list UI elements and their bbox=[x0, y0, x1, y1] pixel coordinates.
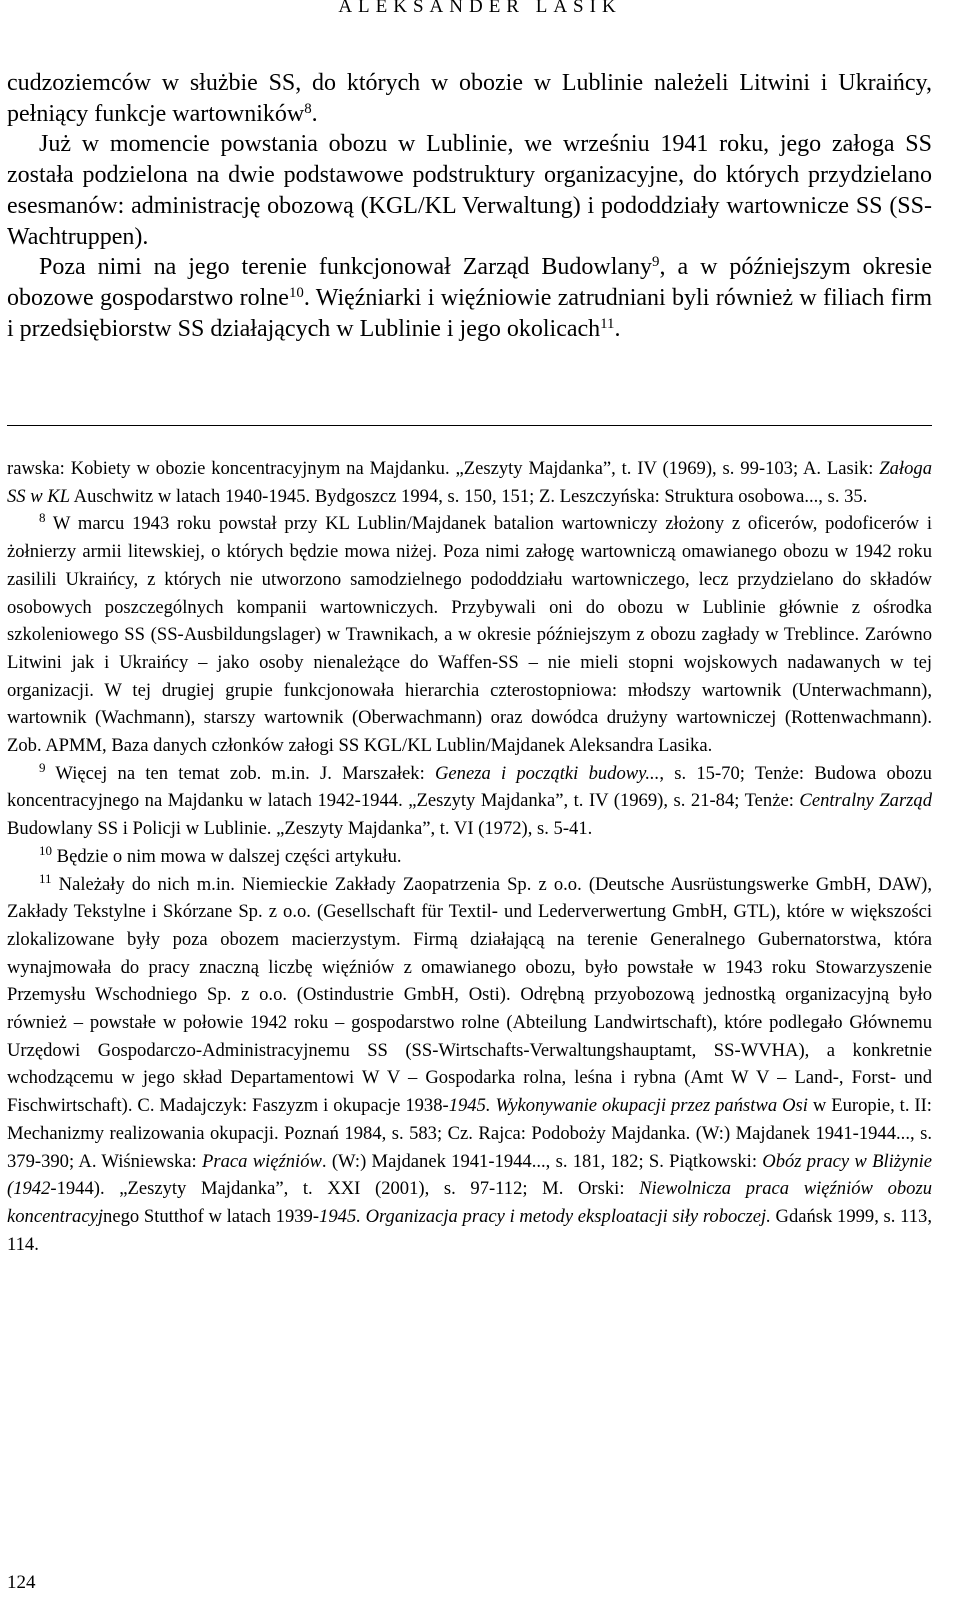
footnote-reference: 8 bbox=[304, 100, 312, 117]
text-run: Należały do nich m.in. Niemieckie Zakłady Zaopatrzenia Sp. z o.o. (Deutsche Ausrüstungswerke GmbH, DAW), Zakłady Tekstylne i Skórzane Sp. z o.o. (Gesellschaft für Textil- und Lederverwertung GmbH, GTL), które w większości zlokalizowane były poza obozem macierzystym. Firmą działającą na terenie Generalnego Gubernatorstwa, która wynajmowała do pracy znaczną liczbę więźniów z omawianego obozu, było powstałe w 1943 roku Stowarzyszenie Przemysłu Wschodniego Sp. z o.o. (Ostindustrie GmbH, Osti). Odrębną przyobozową jednostką organizacyjną było również – powstałe w połowie 1942 roku – gospodarstwo rolne (Abteilung Landwirtschaft), które podlegało Głównemu Urzędowi Gospodarczo-Administracyjnemu SS (SS-Wirtschafts-Verwaltungshauptamt, SS-WVHA), a konkretnie wchodzącemu w jego skład Departamentowi W V – Gospodarka rolna, leśna i rybna (Amt W V – Land-, Forst- und Fischwirtschaft). C. Madajczyk: Faszyzm i okupacje 1938- bbox=[7, 873, 932, 1117]
text-run: Budowlany SS i Policji w Lublinie. „Zeszyty Majdanka”, t. VI (1972), s. 5-41. bbox=[7, 818, 593, 840]
text-run: Będzie o nim mowa w dalszej części artykułu. bbox=[52, 845, 402, 867]
footnote-number: 11 bbox=[39, 870, 52, 886]
text-run: cudzoziemców w służbie SS, do których w obozie w Lublinie należeli Litwini i Ukraińcy, pełniący funkcje wartowników bbox=[7, 70, 932, 127]
text-run: -1944). „Zeszyty Majdanka”, t. XXI (2001), s. 97-112; M. Orski: bbox=[50, 1178, 640, 1200]
italic-run: 1945. Wykonywanie okupacji przez państwa Osi bbox=[448, 1095, 808, 1117]
footnote-reference: 11 bbox=[600, 315, 615, 332]
text-run: Gdańsk 1999, s. 113, 114. bbox=[7, 1205, 932, 1255]
footnote-9 bbox=[7, 760, 932, 843]
italic-run: Praca więźniów bbox=[201, 1150, 322, 1172]
main-text bbox=[7, 68, 932, 344]
italic-run: Geneza i początki budowy... bbox=[434, 762, 660, 784]
text-run: . Więźniarki i więźniowie zatrudniani byli również w filiach firm i przedsiębiorstw SS działających w Lublinie i jego okolicach bbox=[7, 284, 932, 342]
italic-run: Załoga SS w KL bbox=[7, 458, 932, 507]
text-run: . bbox=[614, 315, 621, 342]
footnote-10 bbox=[7, 843, 932, 871]
text-run: , s. 15-70; Tenże: Budowa obozu koncentracyjnego na Majdanku w latach 1942-1944. „Zeszyty Majdanka”, t. IV (1969), s. 21-84; Tenże: bbox=[7, 762, 932, 812]
italic-run: Centralny Zarząd bbox=[799, 790, 933, 812]
page-number: 124 bbox=[7, 1572, 36, 1593]
text-run: , a w późniejszym okresie obozowe gospodarstwo rolne bbox=[7, 254, 932, 311]
footnote-number: 10 bbox=[39, 842, 53, 858]
footnote-number: 9 bbox=[39, 759, 46, 775]
footnote-11 bbox=[7, 871, 932, 1259]
footnote-number: 8 bbox=[39, 510, 46, 526]
footnote-continuation bbox=[7, 455, 932, 510]
text-run: Więcej na ten temat zob. m.in. J. Marszałek: bbox=[45, 762, 435, 784]
footnote-separator bbox=[7, 425, 932, 426]
text-run: nego Stutthof w latach 1939- bbox=[103, 1205, 320, 1227]
footnote-8 bbox=[7, 510, 932, 759]
paragraph bbox=[7, 68, 932, 129]
footnote-reference: 9 bbox=[652, 254, 660, 271]
italic-run: Niewolnicza praca więźniów obozu koncentracyj bbox=[7, 1178, 932, 1227]
running-header: ALEKSANDER LASIK bbox=[338, 0, 622, 17]
text-run: . (W:) Majdanek 1941-1944..., s. 181, 182; S. Piątkowski: bbox=[321, 1150, 763, 1172]
paragraph: Już w momencie powstania obozu w Lublinie, we wrześniu 1941 roku, jego załoga SS została podzielona na dwie podstawowe podstruktury organizacyjne, do których przydzielano esesmanów: administrację obozową (KGL/KL Verwaltung) i pododdziały wartownicze SS (SS-Wachtruppen). bbox=[7, 131, 932, 250]
italic-run: 1945. Organizacja pracy i metody eksploatacji siły roboczej. bbox=[319, 1205, 771, 1227]
italic-run: Obóz pracy w Bliżynie (1942 bbox=[7, 1150, 932, 1200]
text-run: Poza nimi na jego terenie funkcjonował Zarząd Budowlany bbox=[39, 254, 653, 281]
paragraph bbox=[7, 252, 932, 344]
text-run: . bbox=[311, 100, 318, 127]
text-run: W marcu 1943 roku powstał przy KL Lublin/Majdanek batalion wartowniczy złożony z oficerów, podoficerów i żołnierzy armii litewskiej, o których będzie mowa niżej. Poza nimi załogę wartowniczą omawianego obozu w 1942 roku zasilili Ukraińcy, z których nie utworzono samodzielnego pododdziału wartowniczego, lecz przydzielano do składów osobowych poszczególnych kompanii wartowniczych. Przybywali oni do obozu w Lublinie głównie z ośrodka szkoleniowego SS (SS-Ausbildungslager) w Trawnikach, a w okresie późniejszym z obozu zagłady w Treblince. Zarówno Litwini jak i Ukraińcy – jako osoby nienależące do Waffen-SS – nie mieli stopni wojskowych nadawanych w tej organizacji. W tej drugiej grupie funkcjonowała hierarchia czterostopniowa: młodszy wartownik (Unterwachmann), wartownik (Wachmann), starszy wartownik (Oberwachmann) oraz dowódca drużyny wartowniczej (Rottenwachmann). Zob. APMM, Baza danych członków załogi SS KGL/KL Lublin/Majdanek Aleksandra Lasika. bbox=[7, 513, 932, 757]
text-run: Auschwitz w latach 1940-1945. Bydgoszcz 1994, s. 150, 151; Z. Leszczyńska: Struktura osobowa..., s. 35. bbox=[70, 485, 868, 507]
text-run: w Europie, t. II: Mechanizmy realizowania okupacji. Poznań 1984, s. 583; Cz. Rajca: Podoboży Majdanka. (W:) Majdanek 1941-1944..., s. 379-390; A. Wiśniewska: bbox=[7, 1095, 932, 1172]
footnote-reference: 10 bbox=[288, 284, 304, 301]
text-run: rawska: Kobiety w obozie koncentracyjnym na Majdanku. „Zeszyty Majdanka”, t. IV (1969), s. 99-103; A. Lasik: bbox=[7, 458, 880, 479]
footnotes bbox=[7, 455, 932, 1258]
